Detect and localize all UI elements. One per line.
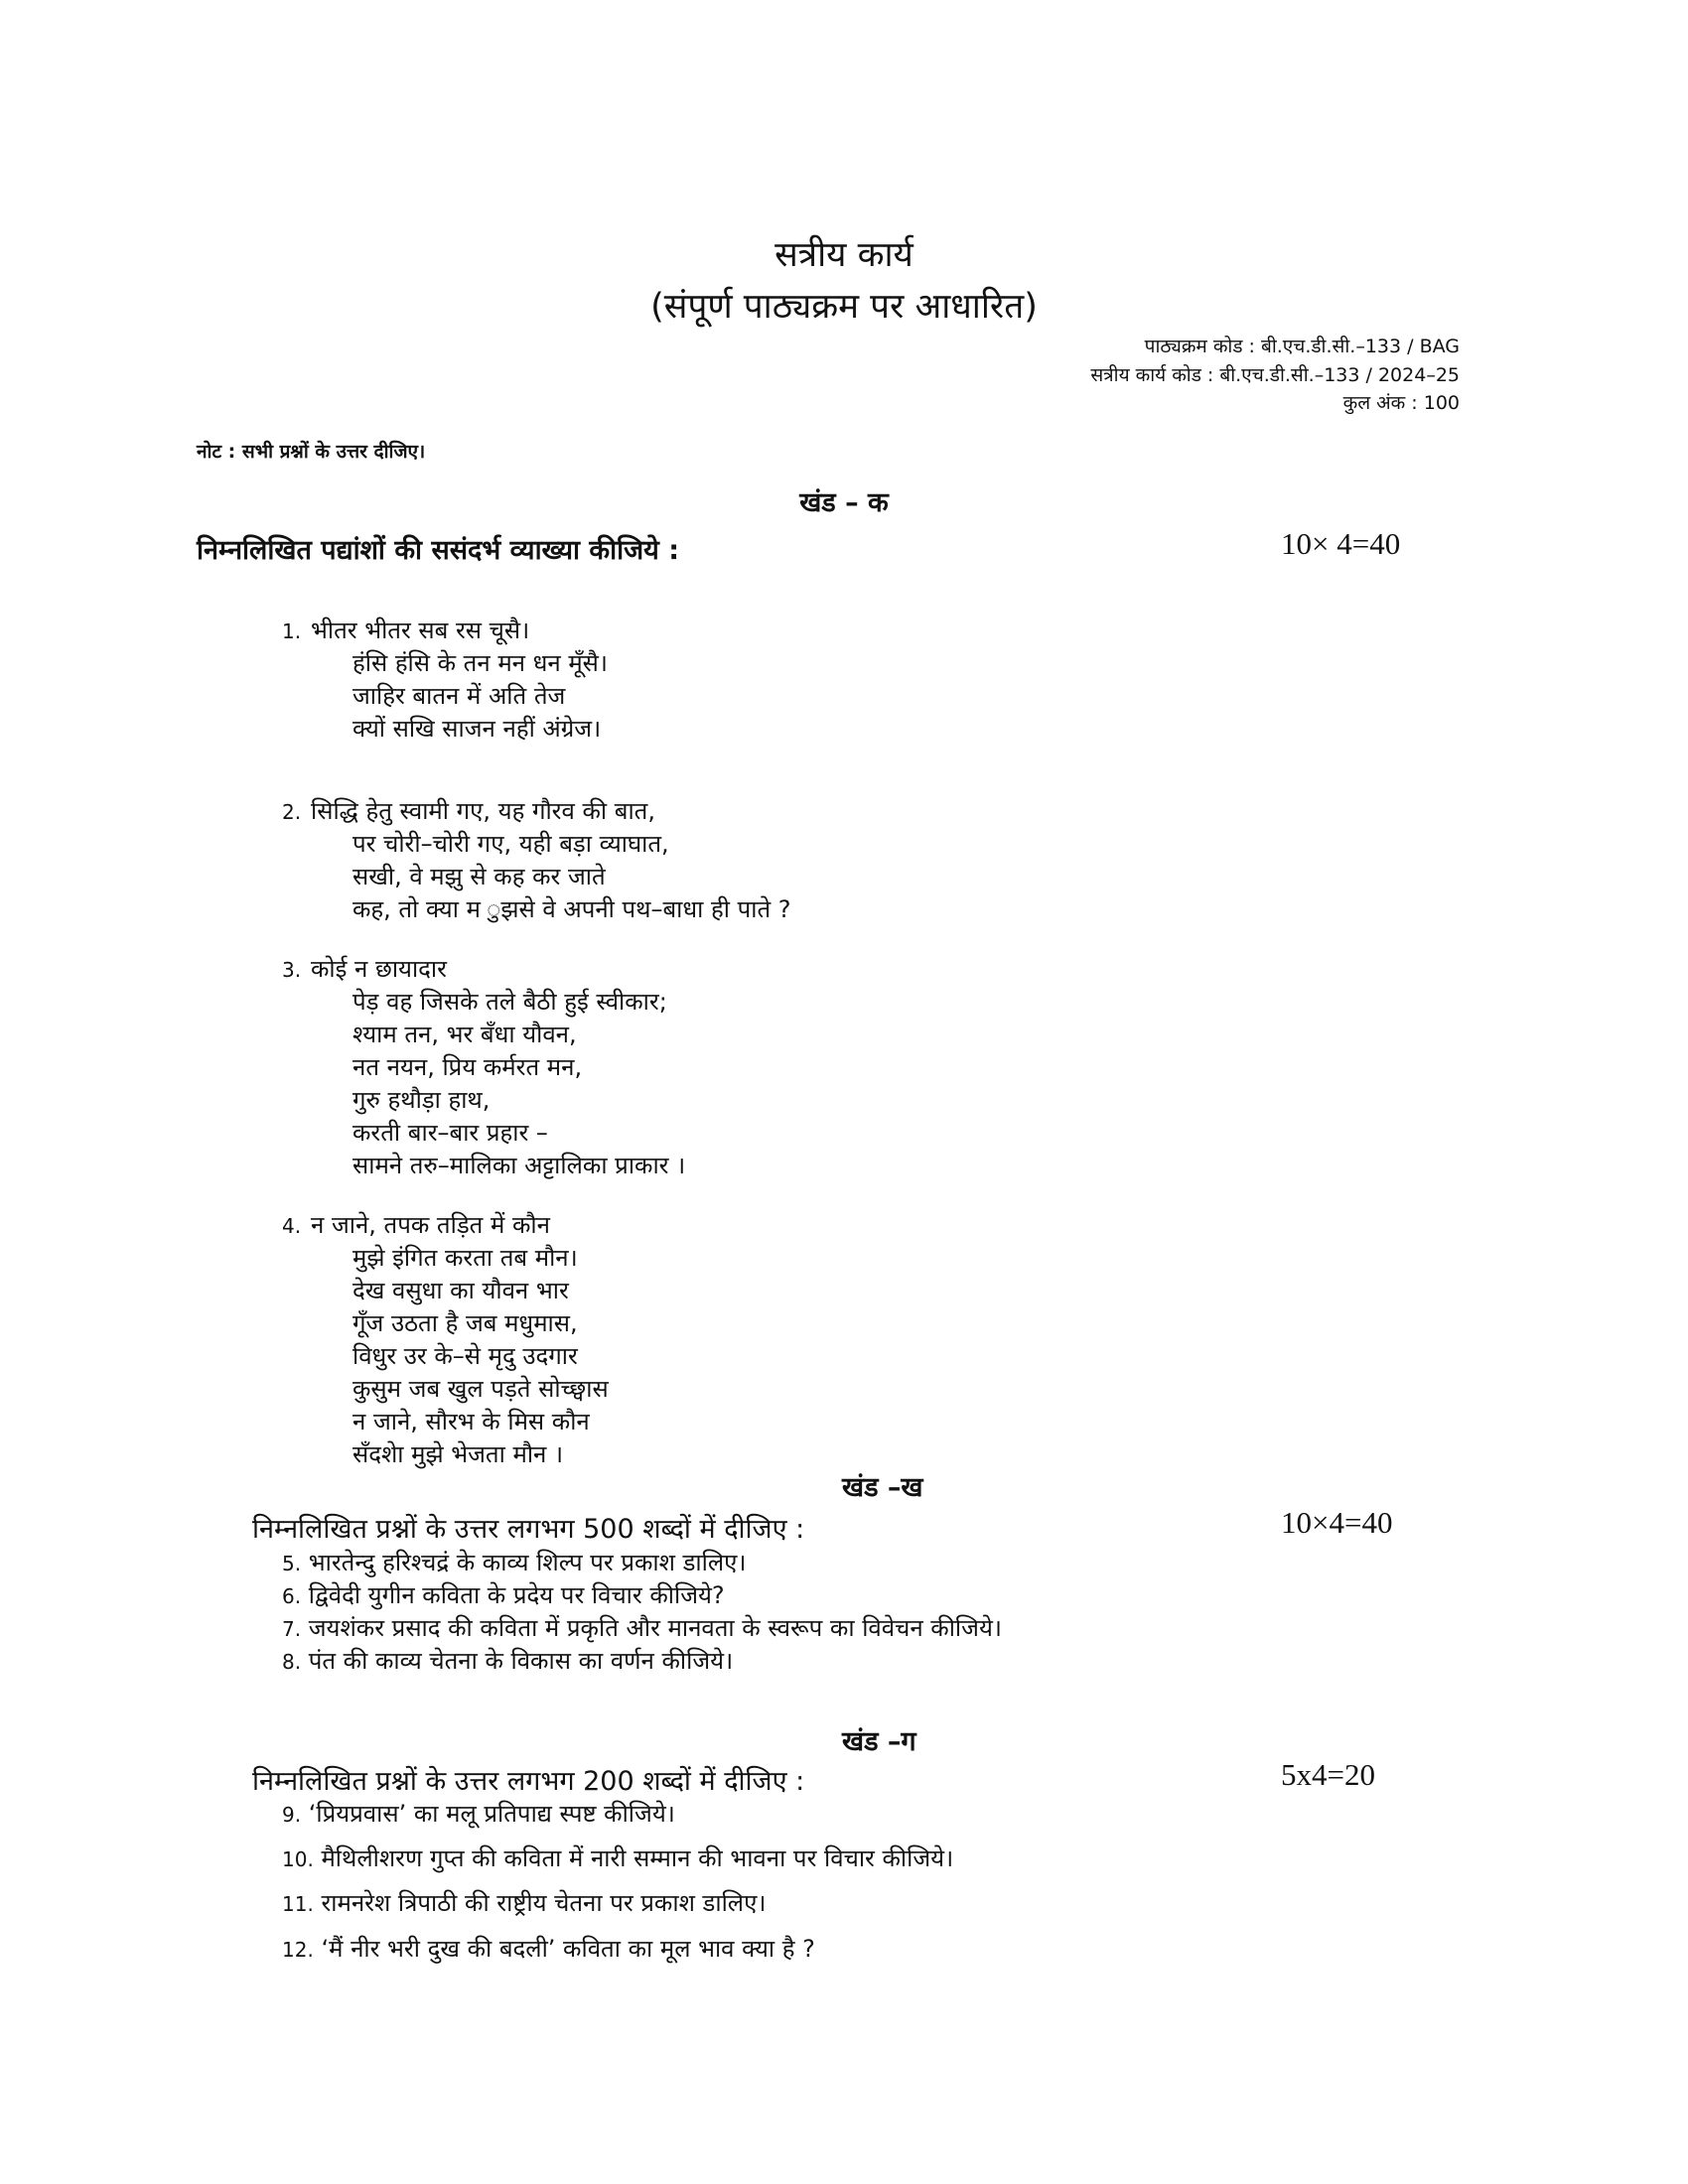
passage-number: 1. [282, 619, 302, 643]
passage-line: कह, तो क्या म ुझसे वे अपनी पथ–बाधा ही पाते ? [352, 895, 791, 923]
assignment-code: सत्रीय कार्य कोड : बी.एच.डी.सी.–133 / 2024–25 [1090, 364, 1460, 386]
passage-line: कुसुम जब खुल पड़ते सोच्छ्वास [352, 1375, 609, 1403]
passage-line: हंसि हंसि के तन मन धन मूँसै। [352, 649, 608, 677]
question-item [282, 1932, 815, 1965]
section-c-heading: खंड –ग [842, 1726, 916, 1757]
passage-line: गुरु हथौड़ा हाथ, [352, 1086, 491, 1114]
passage-line: नत नयन, प्रिय कर्मरत मन, [352, 1053, 583, 1081]
passage-line: न जाने, सौरभ के मिस कौन [352, 1408, 590, 1435]
page-subtitle: (संपूर्ण पाठ्यक्रम पर आधारित) [650, 287, 1038, 327]
question-text: भारतेन्दु हरिश्चद्रं के काव्य शिल्प पर प्रकाश डालिए। [308, 1549, 747, 1576]
note: नोट : सभी प्रश्नों के उत्तर दीजिए। [197, 441, 426, 463]
course-code: पाठ्यक्रम कोड : बी.एच.डी.सी.–133 / BAG [1144, 336, 1460, 357]
passage-line: भीतर भीतर सब रस चूसै। [311, 616, 530, 644]
question-text: द्विवेदी युगीन कविता के प्रदेय पर विचार कीजिये? [308, 1581, 725, 1609]
question-text: ‘मैं नीर भरी दुख की बदली’ कविता का मूल भाव क्या है ? [321, 1935, 815, 1963]
passage-line: पर चोरी–चोरी गए, यही बड़ा व्याघात, [352, 830, 669, 858]
passage-line: जाहिर बातन में अति तेज [352, 682, 566, 710]
passage-line: सिद्धि हेतु स्वामी गए, यह गौरव की बात, [311, 797, 655, 825]
passage-line: न जाने, तपक तड़ित में कौन [311, 1211, 550, 1239]
passage-line: क्यों सखि साजन नहीं अंग्रेज। [352, 715, 602, 743]
section-b-marks: 10×4=40 [1281, 1505, 1393, 1540]
question-number: 7. [282, 1617, 302, 1641]
passage-line: सँदशेा मुझे भेजता मौन । [352, 1440, 564, 1468]
question-item [282, 1886, 766, 1919]
passage-line: कोई न छायादार [311, 955, 447, 983]
section-c-marks: 5x4=20 [1281, 1757, 1375, 1792]
question-number: 11. [282, 1892, 314, 1916]
section-a-instruction: निम्नलिखित पद्यांशों की ससंदर्भ व्याख्या कीजिये : [197, 535, 680, 566]
question-item [282, 1578, 725, 1611]
section-b-heading: खंड –ख [842, 1472, 923, 1503]
passage-number: 3. [282, 958, 302, 982]
total-marks: कुल अंक : 100 [1342, 392, 1460, 414]
passage-line: सामने तरु–मालिका अट्टालिका प्राकार । [352, 1152, 686, 1179]
question-text: जयशंकर प्रसाद की कविता में प्रकृति और मानवता के स्वरूप का विवेचन कीजिये। [308, 1614, 1002, 1642]
passage-line: पेड़ वह जिसके तले बैठी हुई स्वीकार; [352, 988, 667, 1016]
question-text: मैथिलीशरण गुप्त की कविता में नारी सम्मान की भावना पर विचार कीजिये। [321, 1844, 954, 1872]
section-b-instruction: निम्नलिखित प्रश्नों के उत्तर लगभग 500 शब्दों में दीजिए : [252, 1514, 805, 1545]
passage-line: विधुर उर के–से मृदु उदगार [352, 1342, 578, 1370]
question-item [282, 1644, 733, 1677]
section-c-instruction: निम्नलिखित प्रश्नों के उत्तर लगभग 200 शब्दों में दीजिए : [252, 1766, 805, 1797]
passage-number: 2. [282, 800, 302, 824]
page-title: सत्रीय कार्य [774, 235, 914, 275]
question-number: 12. [282, 1938, 314, 1962]
passage-line: श्याम तन, भर बँधा यौवन, [352, 1021, 577, 1048]
passage-line: सखी, वे मझु से कह कर जाते [352, 863, 606, 890]
question-number: 9. [282, 1803, 302, 1827]
passage-line: देख वसुधा का यौवन भार [352, 1277, 569, 1304]
question-text: पंत की काव्य चेतना के विकास का वर्णन कीजिये। [308, 1647, 734, 1675]
question-item [282, 1797, 675, 1830]
question-text: ‘प्रियप्रवास’ का मलू प्रतिपाद्य स्पष्ट कीजिये। [308, 1800, 675, 1828]
question-number: 10. [282, 1847, 314, 1871]
question-item [282, 1546, 747, 1578]
question-number: 5. [282, 1552, 302, 1575]
passage-number: 4. [282, 1214, 302, 1238]
section-a-heading: खंड – क [799, 487, 889, 518]
question-text: रामनरेश त्रिपाठी की राष्ट्रीय चेतना पर प्रकाश डालिए। [321, 1889, 767, 1917]
section-a-marks: 10× 4=40 [1281, 526, 1401, 561]
question-number: 6. [282, 1584, 302, 1608]
passage-line: गूँज उठता है जब मधुमास, [352, 1309, 578, 1337]
passage-line: करती बार–बार प्रहार – [352, 1119, 548, 1147]
passage-line: मुझे इंगित करता तब मौन। [352, 1244, 578, 1272]
question-number: 8. [282, 1650, 302, 1674]
question-item [282, 1611, 1002, 1644]
question-item [282, 1842, 953, 1874]
